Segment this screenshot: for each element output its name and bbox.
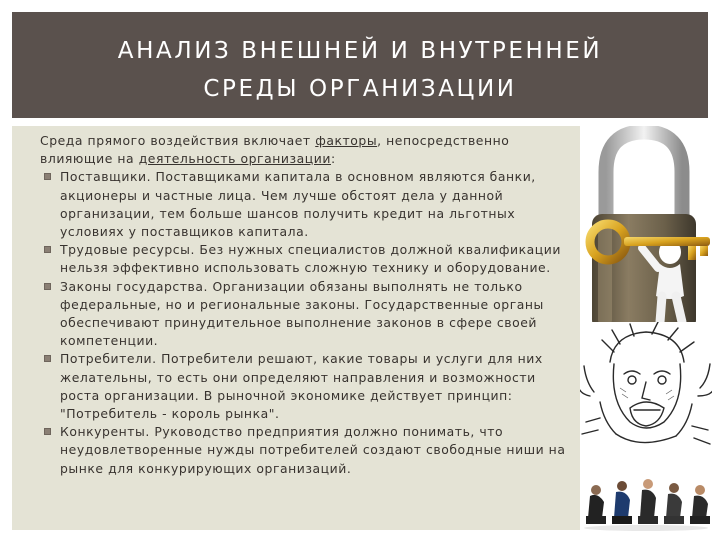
padlock-with-key-figure-illustration — [578, 126, 718, 336]
square-bullet-icon — [44, 428, 51, 435]
list-item — [40, 278, 580, 351]
organization-activity-link[interactable]: деятельность организации — [138, 151, 331, 167]
intro-suffix: : — [330, 151, 336, 167]
intro-prefix: Среда прямого воздействия включает — [40, 133, 316, 148]
screaming-man-sketch-illustration — [580, 322, 712, 454]
factor-list — [40, 168, 580, 477]
slide-title-line-2: СРЕДЫ ОРГАНИЗАЦИИ — [203, 76, 517, 102]
slide-title-line-1: АНАЛИЗ ВНЕШНЕЙ И ВНУТРЕННЕЙ — [117, 38, 603, 64]
bullet-text: Законы государства. Организации обязаны выполнять не только федеральные, но и региональные законы. Государственные органы обеспечивают принудительное выполнение законов в сфере своей компетенции. — [60, 278, 544, 349]
business-race-start-illustration — [580, 468, 712, 534]
intro-middle: , непосредственно влияющие на — [40, 133, 510, 167]
square-bullet-icon — [44, 246, 51, 253]
bullet-text: Потребители. Потребители решают, какие товары и услуги для них желательны, то есть они определяют направления и возможности роста организации. В рыночной экономике действует принцип: "Потребитель - король рынка". — [60, 351, 543, 422]
slide-body — [40, 132, 580, 478]
square-bullet-icon — [44, 283, 51, 290]
bullet-text: Трудовые ресурсы. Без нужных специалистов должной квалификации нельзя эффективно использовать сложную технику и оборудование. — [60, 242, 561, 276]
list-item — [40, 423, 580, 478]
list-item — [40, 241, 580, 277]
bullet-text: Конкуренты. Руководство предприятия должно понимать, что неудовлетворенные нужды потребителей создают свободные ниши на рынке для конкурирующих организаций. — [60, 424, 566, 476]
factors-link[interactable]: факторы — [315, 133, 378, 148]
bullet-text: Поставщики. Поставщиками капитала в основном являются банки, акционеры и частные лица. Чем лучше обстоят дела у данной организации, тем больше шансов получить кредит на льготных условиях у поставщиков капитала. — [60, 169, 536, 240]
list-item — [40, 350, 580, 423]
intro-paragraph — [40, 132, 580, 168]
square-bullet-icon — [44, 355, 51, 362]
square-bullet-icon — [44, 173, 51, 180]
title-band — [12, 12, 708, 118]
list-item — [40, 168, 580, 241]
